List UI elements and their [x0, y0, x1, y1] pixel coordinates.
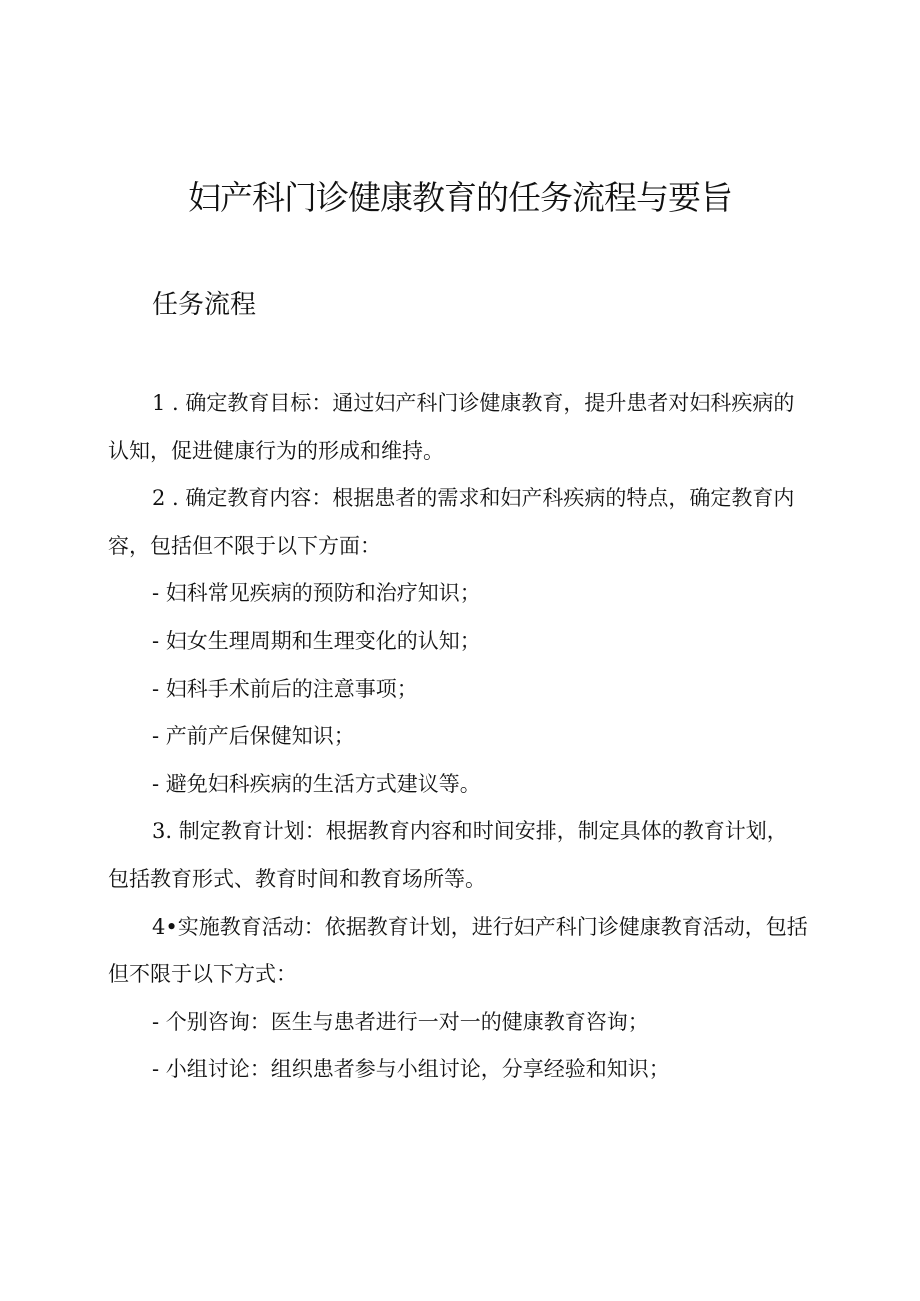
list-item: - 产前产后保健知识； [152, 724, 355, 749]
document-title: 妇产科门诊健康教育的任务流程与要旨 [188, 178, 732, 217]
list-item: - 妇女生理周期和生理变化的认知； [152, 628, 481, 653]
list-item: - 个别咨询：医生与患者进行一对一的健康教育咨询； [152, 1009, 649, 1034]
step-4-paragraph: 4•实施教育活动：依据教育计划，进行妇产科门诊健康教育活动，包括但不限于以下方式： [108, 914, 808, 987]
list-item: - 避免妇科疾病的生活方式建议等。 [152, 771, 481, 796]
document-body [108, 380, 808, 1094]
section-heading: 任务流程 [152, 290, 257, 320]
list-item: - 妇科手术前后的注意事项； [152, 676, 418, 701]
list-item: - 妇科常见疾病的预防和治疗知识； [152, 581, 481, 606]
list-item: - 小组讨论：组织患者参与小组讨论，分享经验和知识； [152, 1057, 670, 1082]
step-3-paragraph: 3. 制定教育计划：根据教育内容和时间安排，制定具体的教育计划，包括教育形式、教育时间和教育场所等。 [108, 819, 788, 891]
step-2-paragraph: 2 . 确定教育内容：根据患者的需求和妇产科疾病的特点，确定教育内容，包括但不限于以下方面： [108, 486, 795, 558]
step-1-paragraph: 1 . 确定教育目标：通过妇产科门诊健康教育，提升患者对妇科疾病的认知，促进健康行为的形成和维持。 [108, 391, 795, 463]
